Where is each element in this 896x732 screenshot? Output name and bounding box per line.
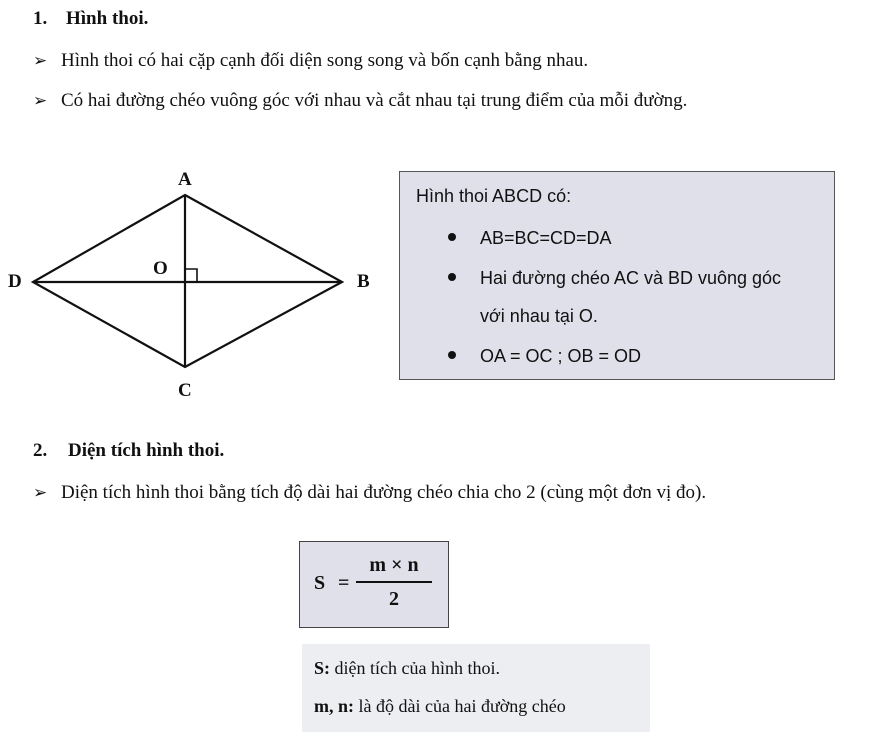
vertex-label-d: D bbox=[8, 271, 22, 292]
rhombus-diagram bbox=[0, 160, 390, 410]
section-1-heading bbox=[33, 8, 148, 30]
section-1-point-1 bbox=[33, 50, 588, 72]
section-2-point-text: Diện tích hình thoi bằng tích độ dài hai đường chéo chia cho 2 (cùng một đơn vị đo). bbox=[61, 482, 707, 503]
legend-desc-mn: là độ dài của hai đường chéo bbox=[358, 696, 566, 716]
area-formula-box bbox=[299, 541, 449, 628]
section-2-heading bbox=[33, 440, 224, 462]
property-text: OA = OC ; OB = OD bbox=[480, 346, 642, 366]
legend-desc-s: diện tích của hình thoi. bbox=[334, 658, 500, 678]
property-text: AB=BC=CD=DA bbox=[480, 228, 612, 248]
property-continuation: với nhau tại O. bbox=[480, 306, 598, 326]
section-1-point-1-text: Hình thoi có hai cặp cạnh đối diện song song và bốn cạnh bằng nhau. bbox=[61, 50, 589, 71]
properties-title: Hình thoi ABCD có: bbox=[416, 186, 572, 206]
section-2-title: Diện tích hình thoi. bbox=[68, 440, 225, 461]
rhombus-properties-box bbox=[399, 171, 835, 380]
bullet-dot-icon bbox=[448, 351, 456, 359]
property-text: Hai đường chéo AC và BD vuông góc bbox=[480, 268, 782, 288]
legend-line-s bbox=[314, 658, 500, 679]
section-1-point-2-text: Có hai đường chéo vuông góc với nhau và cắt nhau tại trung điểm của mỗi đường. bbox=[61, 90, 688, 111]
legend-term-mn: m, n: bbox=[314, 696, 354, 716]
property-item bbox=[448, 268, 781, 289]
section-2-number: 2. bbox=[33, 440, 48, 461]
property-item bbox=[448, 346, 641, 367]
bullet-dot-icon bbox=[448, 273, 456, 281]
right-angle-mark bbox=[185, 269, 197, 282]
formula-fraction bbox=[356, 554, 432, 611]
section-1-number: 1. bbox=[33, 8, 48, 29]
section-1-title: Hình thoi. bbox=[66, 8, 149, 29]
vertex-label-a: A bbox=[178, 169, 192, 190]
section-1-point-2 bbox=[33, 90, 687, 112]
arrow-bullet-icon: ➢ bbox=[33, 91, 48, 110]
fraction-bar bbox=[356, 581, 432, 583]
arrow-bullet-icon: ➢ bbox=[33, 51, 48, 70]
formula-equals: = bbox=[338, 572, 350, 594]
bullet-dot-icon bbox=[448, 233, 456, 241]
legend-line-mn bbox=[314, 696, 566, 717]
section-2-point bbox=[33, 482, 706, 504]
formula-legend bbox=[302, 644, 650, 732]
formula-denominator: 2 bbox=[389, 587, 399, 610]
formula-numerator: m × n bbox=[369, 554, 419, 576]
arrow-bullet-icon: ➢ bbox=[33, 483, 48, 502]
vertex-label-c: C bbox=[178, 380, 192, 401]
property-item bbox=[448, 228, 612, 249]
vertex-label-b: B bbox=[357, 271, 370, 292]
legend-term-s: S: bbox=[314, 658, 331, 678]
center-label-o: O bbox=[153, 258, 168, 279]
formula-lhs: S bbox=[314, 572, 326, 594]
